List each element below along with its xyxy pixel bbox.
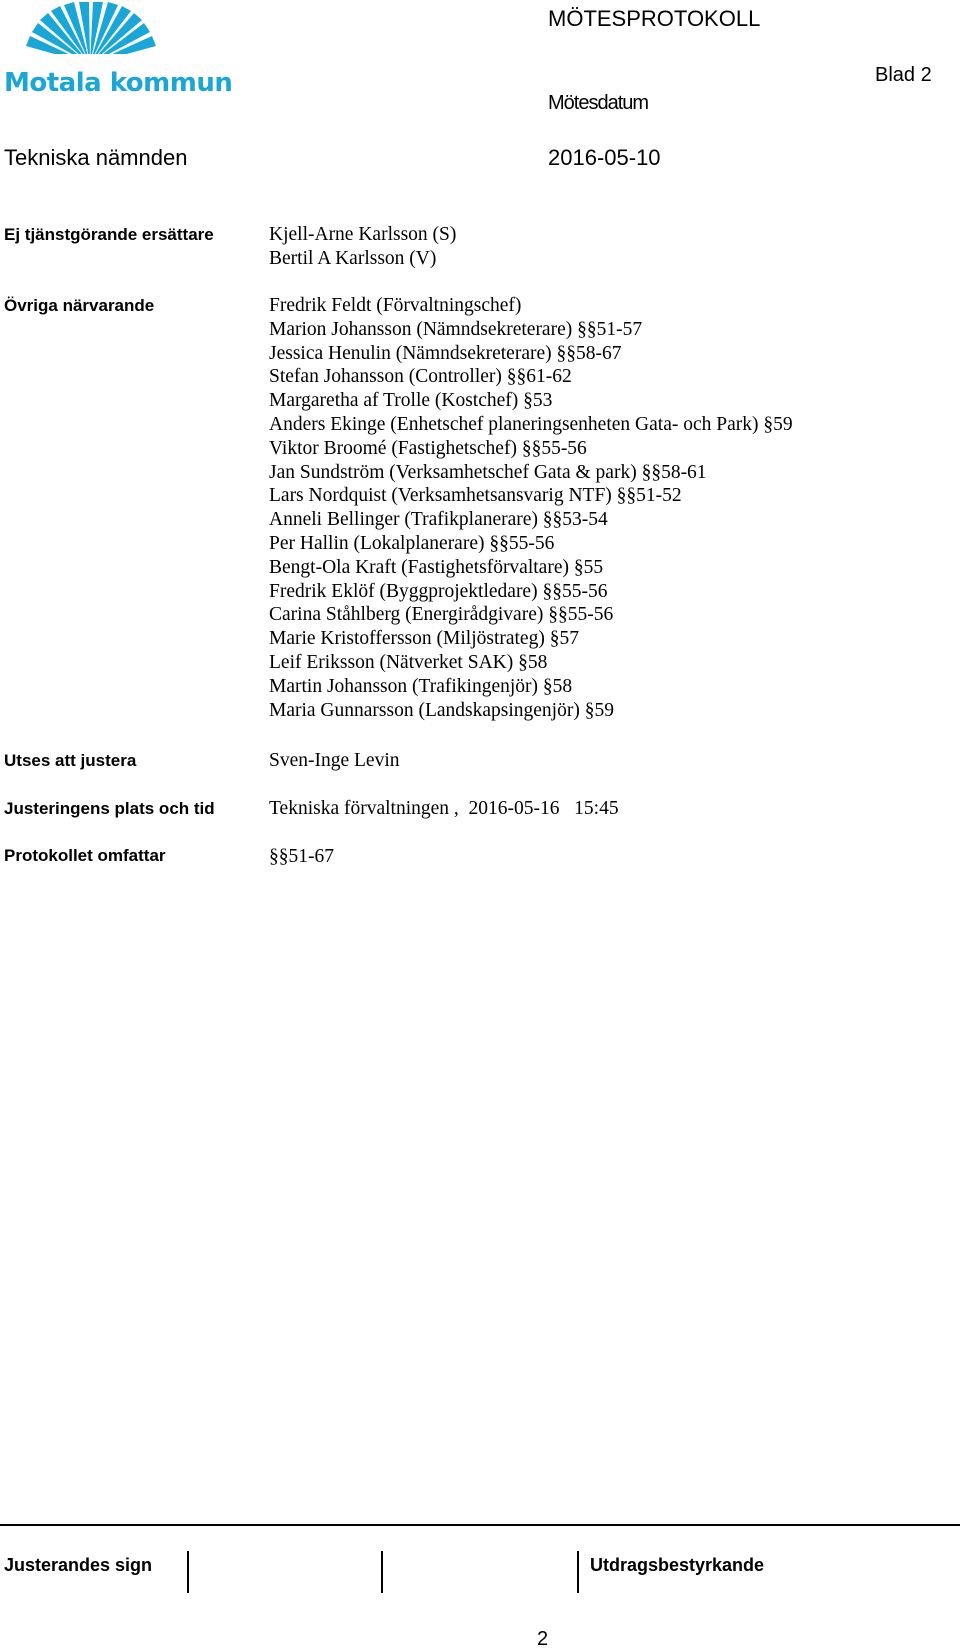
signature-box-divider — [381, 1551, 383, 1593]
list-item: Stefan Johansson (Controller) §§61-62 — [269, 366, 572, 388]
logo — [4, 2, 233, 98]
list-item: Jan Sundström (Verksamhetschef Gata & park) §§58-61 — [269, 461, 707, 483]
list-item: Fredrik Feldt (Förvaltningschef) — [269, 295, 522, 316]
list-item: Margaretha af Trolle (Kostchef) §53 — [269, 390, 553, 412]
adjuster-value: Sven-Inge Levin — [269, 750, 400, 771]
list-item: Bengt-Ola Kraft (Fastighetsförvaltare) §55 — [269, 556, 604, 578]
list-item: Marie Kristoffersson (Miljöstrateg) §57 — [269, 628, 579, 650]
list-item: Maria Gunnarsson (Landskapsingenjör) §59 — [269, 699, 614, 721]
meeting-date: 2016-05-10 — [548, 145, 661, 170]
list-item: Per Hallin (Lokalplanerare) §§55-56 — [269, 532, 555, 554]
list-item: Kjell-Arne Karlsson (S) — [269, 224, 457, 245]
list-item: Viktor Broomé (Fastighetschef) §§55-56 — [269, 437, 587, 459]
document-type: MÖTESPROTOKOLL — [548, 6, 761, 31]
list-item: Anneli Bellinger (Trafikplanerare) §§53-54 — [269, 509, 608, 531]
adjuster-name — [269, 749, 400, 773]
list-item: Lars Nordquist (Verksamhetsansvarig NTF) §§51-52 — [269, 485, 682, 507]
list-item: Jessica Henulin (Nämndsekreterare) §§58-67 — [269, 342, 622, 364]
adjusters-sign-label: Justerandes sign — [4, 1555, 153, 1575]
committee-name: Tekniska nämnden — [4, 145, 188, 170]
meeting-date-label: Mötesdatum — [548, 92, 649, 114]
list-item: Fredrik Eklöf (Byggprojektledare) §§55-56 — [269, 580, 608, 602]
adjustment-label: Justeringens plats och tid — [4, 799, 215, 818]
adjustment-value: Tekniska förvaltningen , 2016-05-16 15:45 — [269, 798, 619, 819]
page-number: 2 — [537, 1628, 549, 1650]
signature-box-divider — [577, 1551, 579, 1593]
coverage — [269, 845, 334, 869]
adjuster-label: Utses att justera — [4, 751, 137, 770]
substitutes-label: Ej tjänstgörande ersättare — [4, 225, 214, 244]
others-present-label: Övriga närvarande — [4, 296, 155, 315]
list-item: Martin Johansson (Trafikingenjör) §58 — [269, 675, 573, 697]
list-item: Leif Eriksson (Nätverket SAK) §58 — [269, 651, 548, 673]
adjustment-place-time — [269, 797, 619, 821]
sheet-number: Blad 2 — [875, 64, 932, 86]
footer-divider — [0, 1524, 960, 1526]
list-item: Anders Ekinge (Enhetschef planeringsenheten Gata- och Park) §59 — [269, 413, 793, 435]
list-item: Marion Johansson (Nämndsekreterare) §§51-57 — [269, 318, 643, 340]
coverage-value: §§51-67 — [269, 846, 334, 867]
substitutes-list — [269, 223, 456, 271]
signature-box-divider — [187, 1551, 189, 1593]
others-present-list — [269, 294, 793, 722]
extract-certification-label: Utdragsbestyrkande — [590, 1555, 765, 1575]
coverage-label: Protokollet omfattar — [4, 846, 166, 865]
sunburst-logo-icon — [22, 2, 158, 66]
list-item: Bertil A Karlsson (V) — [269, 247, 437, 269]
list-item: Carina Ståhlberg (Energirådgivare) §§55-56 — [269, 604, 614, 626]
logo-text: Motala kommun — [4, 68, 233, 98]
